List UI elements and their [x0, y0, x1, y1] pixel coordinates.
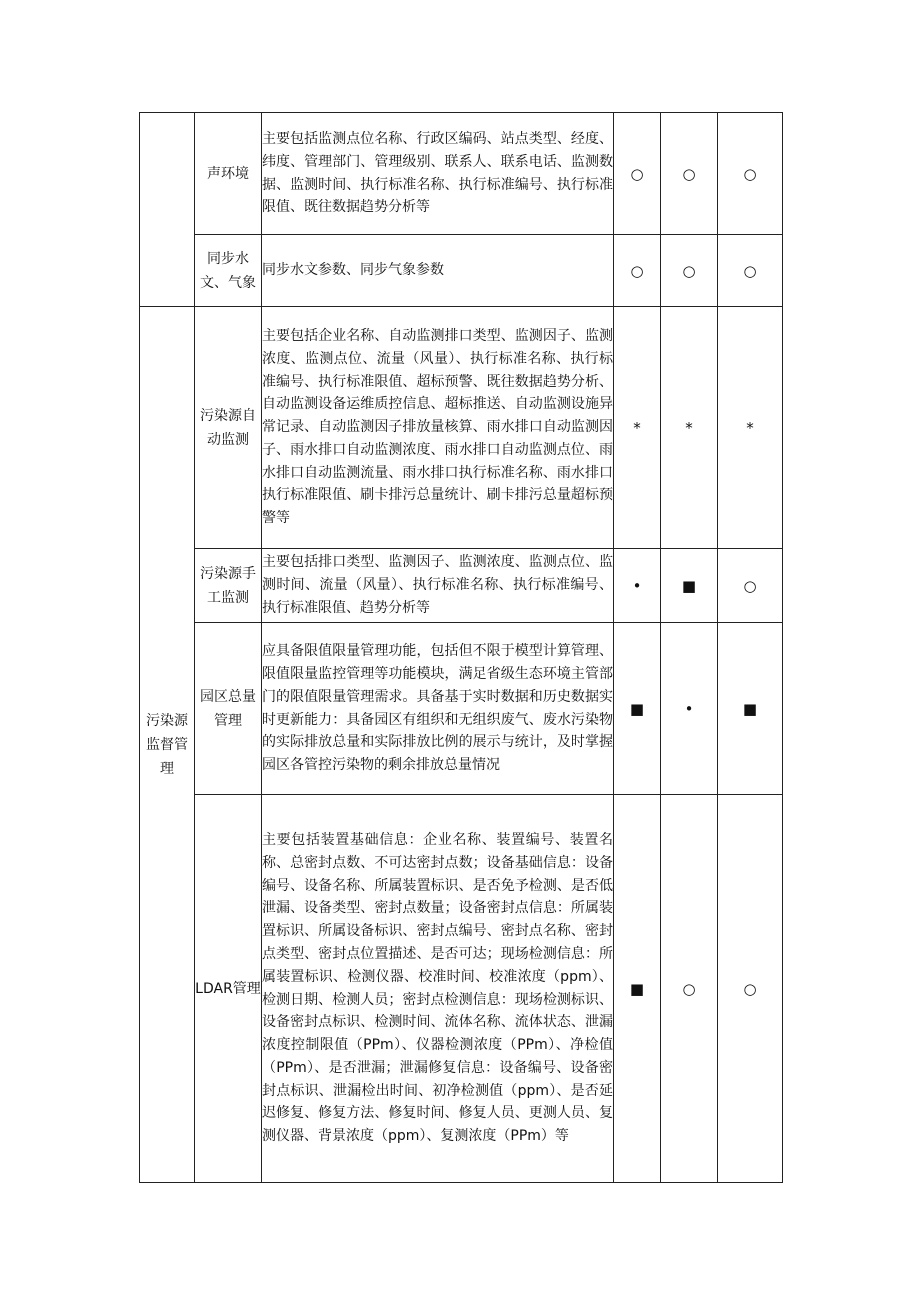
- mark-col-3: [718, 113, 783, 235]
- table-row: [140, 113, 783, 235]
- mark-col-2: [661, 623, 718, 795]
- mark-col-2: [661, 795, 718, 1183]
- mark-symbol: ○: [743, 164, 757, 183]
- table-row: [140, 307, 783, 549]
- sub-item-sound-environment: 声环境: [195, 113, 262, 235]
- mark-col-3: [718, 235, 783, 307]
- mark-symbol: ○: [743, 576, 757, 595]
- description-cell: 主要包括装置基础信息：企业名称、装置编号、装置名称、总密封点数、不可达密封点数；设备基础信息：设备编号、设备名称、所属装置标识、是否免予检测、是否低泄漏、设备类型、密封点数量；设备密封点信息：所属装置标识、所属设备标识、密封点编号、密封点名称、密封点类型、密封点位置描述、是否可达；现场检测信息：所属装置标识、检测仪器、校准时间、校准浓度（ppm）、检测日期、检测人员；密封点检测信息：现场检测标识、设备密封点标识、检测时间、流体名称、流体状态、泄漏浓度控制限值（PPm）、仪器检测浓度（PPm）、净检值（PPm）、是否泄漏；泄漏修复信息：设备编号、设备密封点标识、泄漏检出时间、初净检测值（ppm）、是否延迟修复、修复方法、修复时间、修复人员、更测人员、复测仪器、背景浓度（ppm）、复测浓度（PPm）等: [262, 795, 614, 1183]
- mark-symbol: •: [632, 576, 642, 595]
- sub-item-park-total-management: 园区总量管理: [195, 623, 262, 795]
- mark-symbol: ■: [629, 979, 645, 998]
- mark-symbol: ■: [681, 576, 697, 595]
- mark-col-1: [614, 235, 661, 307]
- mark-col-3: [718, 623, 783, 795]
- mark-col-2: [661, 113, 718, 235]
- sub-item-manual-monitoring: 污染源手工监测: [195, 549, 262, 623]
- mark-col-1: [614, 549, 661, 623]
- mark-col-3: [718, 549, 783, 623]
- mark-symbol: ○: [682, 164, 696, 183]
- mark-symbol: ○: [682, 261, 696, 280]
- mark-col-1: [614, 113, 661, 235]
- mark-col-3: [718, 795, 783, 1183]
- table-row: [140, 795, 783, 1183]
- mark-col-2: [661, 307, 718, 549]
- mark-symbol: ■: [629, 699, 645, 718]
- mark-col-1: [614, 795, 661, 1183]
- mark-col-1: [614, 307, 661, 549]
- table-row: [140, 235, 783, 307]
- description-cell: 主要包括排口类型、监测因子、监测浓度、监测点位、监测时间、流量（风量）、执行标准名称、执行标准编号、执行标准限值、趋势分析等: [262, 549, 614, 623]
- description-cell: 主要包括监测点位名称、行政区编码、站点类型、经度、纬度、管理部门、管理级别、联系人、联系电话、监测数据、监测时间、执行标准名称、执行标准编号、执行标准限值、既往数据趋势分析等: [262, 113, 614, 235]
- mark-col-2: [661, 549, 718, 623]
- mark-symbol: ■: [742, 699, 758, 718]
- table-row: [140, 549, 783, 623]
- category-cell-pollution-source-supervision: 污染源监督管理: [140, 307, 195, 1183]
- mark-symbol: •: [684, 699, 694, 718]
- requirements-table: [139, 112, 783, 1183]
- category-cell-empty: [140, 113, 195, 307]
- mark-symbol: ○: [743, 979, 757, 998]
- mark-symbol: ○: [630, 164, 644, 183]
- table-row: [140, 623, 783, 795]
- mark-col-2: [661, 235, 718, 307]
- mark-symbol: *: [685, 418, 693, 437]
- mark-symbol: ○: [682, 979, 696, 998]
- description-cell: 同步水文参数、同步气象参数: [262, 235, 614, 307]
- mark-col-3: [718, 307, 783, 549]
- description-cell: 主要包括企业名称、自动监测排口类型、监测因子、监测浓度、监测点位、流量（风量）、执行标准名称、执行标准编号、执行标准限值、超标预警、既往数据趋势分析、自动监测设备运维质控信息、超标推送、自动监测设施异常记录、自动监测因子排放量核算、雨水排口自动监测因子、雨水排口自动监测浓度、雨水排口自动监测点位、雨水排口自动监测流量、雨水排口执行标准名称、雨水排口执行标准限值、刷卡排污总量统计、刷卡排污总量超标预警等: [262, 307, 614, 549]
- sub-item-ldar-management: LDAR管理: [195, 795, 262, 1183]
- description-cell: 应具备限值限量管理功能，包括但不限于模型计算管理、限值限量监控管理等功能模块，满足省级生态环境主管部门的限值限量管理需求。具备基于实时数据和历史数据实时更新能力：具备园区有组织和无组织废气、废水污染物的实际排放总量和实际排放比例的展示与统计，及时掌握园区各管控污染物的剩余排放总量情况: [262, 623, 614, 795]
- mark-symbol: *: [633, 418, 641, 437]
- mark-symbol: ○: [630, 261, 644, 280]
- sub-item-auto-monitoring: 污染源自动监测: [195, 307, 262, 549]
- mark-col-1: [614, 623, 661, 795]
- sub-item-sync-hydro-meteo: 同步水文、气象: [195, 235, 262, 307]
- mark-symbol: *: [746, 418, 754, 437]
- mark-symbol: ○: [743, 261, 757, 280]
